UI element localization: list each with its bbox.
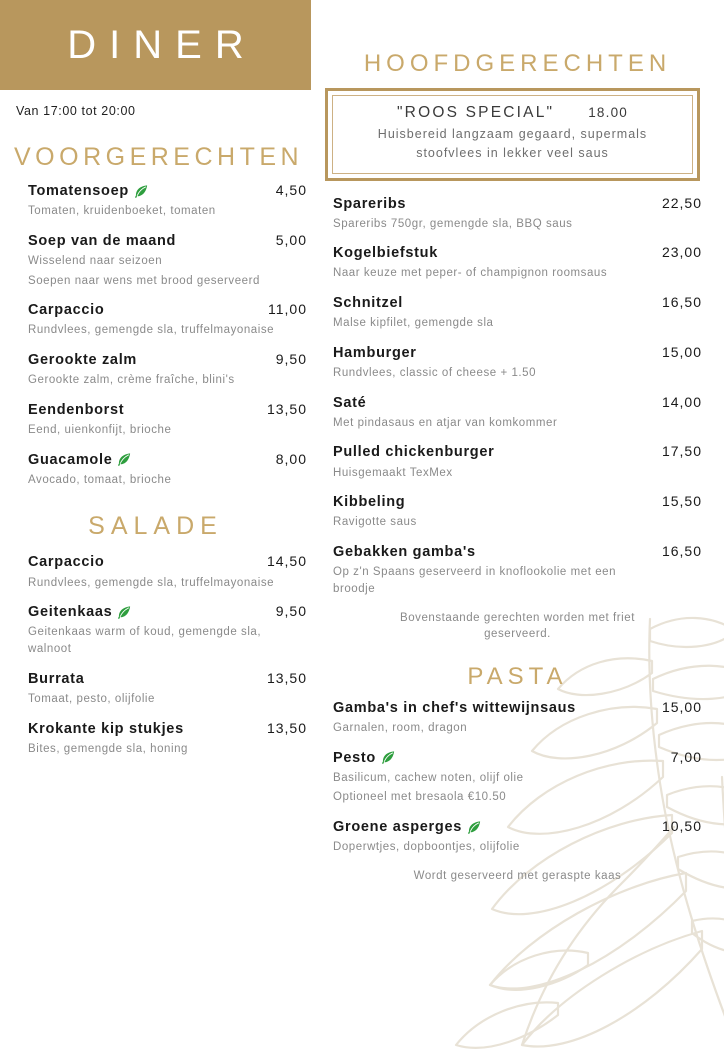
menu-item xyxy=(28,670,307,708)
pasta-footnote: Wordt geserveerd met geraspte kaas xyxy=(413,869,622,882)
item-name: Krokante kip stukjes xyxy=(28,720,184,737)
vegetarian-leaf-icon xyxy=(467,820,482,835)
item-description: Naar keuze met peper- of champignon roomsaus xyxy=(333,267,608,280)
vegetarian-leaf-icon xyxy=(381,750,396,765)
item-price: 9,50 xyxy=(275,351,307,368)
pasta-list xyxy=(325,699,710,856)
menu-item xyxy=(28,720,307,758)
item-description: Op z'n Spaans geserveerd in knoflookolie met een broodje xyxy=(333,566,617,595)
diner-banner xyxy=(0,0,311,90)
roos-special-inner xyxy=(332,95,693,174)
item-price: 13,50 xyxy=(266,719,307,736)
item-description: Avocado, tomaat, brioche xyxy=(28,473,172,486)
left-column xyxy=(0,0,311,769)
item-name: Guacamole xyxy=(28,451,113,468)
vegetarian-leaf-icon xyxy=(117,605,132,620)
menu-item xyxy=(333,749,702,806)
menu-item xyxy=(28,301,307,339)
menu-item xyxy=(28,451,307,489)
voorgerechten-list xyxy=(0,182,311,488)
banner-title: DINER xyxy=(67,23,257,67)
item-description: Tomaten, kruidenboeket, tomaten xyxy=(28,205,216,218)
opening-hours: Van 17:00 tot 20:00 xyxy=(16,104,136,118)
hoofdgerechten-footnote: Bovenstaande gerechten worden met friet geserveerd. xyxy=(400,611,635,641)
item-name: Spareribs xyxy=(333,195,407,212)
item-name: Pulled chickenburger xyxy=(333,444,495,461)
item-name: Tomatensoep xyxy=(28,183,129,199)
salade-list xyxy=(0,553,311,757)
menu-item xyxy=(333,394,702,432)
item-price: 10,50 xyxy=(661,818,702,835)
section-heading-hoofdgerechten: HOOFDGERECHTEN xyxy=(363,50,672,77)
item-description: Malse kipfilet, gemengde sla xyxy=(333,317,494,330)
roos-special-price: 18.00 xyxy=(588,105,629,120)
item-description: Huisgemaakt TexMex xyxy=(333,466,453,479)
menu-item xyxy=(333,818,702,856)
item-price: 7,00 xyxy=(670,748,702,765)
item-description: Tomaat, pesto, olijfolie xyxy=(28,692,155,705)
menu-item xyxy=(333,699,702,737)
item-price: 17,50 xyxy=(661,443,702,460)
item-name: Carpaccio xyxy=(28,554,105,571)
section-heading-pasta: PASTA xyxy=(467,662,568,690)
item-name: Saté xyxy=(333,394,367,411)
pesto-option-note: Optioneel met bresaola €10.50 xyxy=(333,791,507,804)
item-name: Gebakken gamba's xyxy=(333,544,476,561)
item-price: 9,50 xyxy=(275,603,307,620)
section-heading-voorgerechten: VOORGERECHTEN xyxy=(14,143,304,171)
item-price: 15,00 xyxy=(661,343,702,360)
item-description: Bites, gemengde sla, honing xyxy=(28,742,188,755)
item-name: Hamburger xyxy=(333,344,417,361)
item-name: Gerookte zalm xyxy=(28,352,138,369)
item-price: 8,00 xyxy=(275,450,307,467)
vegetarian-leaf-icon xyxy=(117,452,132,467)
item-price: 11,00 xyxy=(268,301,307,318)
menu-item xyxy=(333,493,702,531)
item-price: 22,50 xyxy=(661,194,702,211)
item-name: Groene asperges xyxy=(333,819,462,836)
section-heading-salade: SALADE xyxy=(88,512,223,541)
item-description: Ravigotte saus xyxy=(333,516,417,529)
menu-item xyxy=(333,294,702,332)
menu-item xyxy=(333,443,702,481)
item-price: 15,00 xyxy=(661,698,702,715)
item-name: Soep van de maand xyxy=(28,232,177,249)
menu-item xyxy=(333,244,702,282)
item-name: Geitenkaas xyxy=(28,604,113,621)
item-name: Kogelbiefstuk xyxy=(333,245,438,262)
item-price: 16,50 xyxy=(661,294,702,311)
roos-special-description: Huisbereid langzaam gegaard, supermals stoofvlees in lekker veel saus xyxy=(377,127,648,160)
menu-item xyxy=(28,182,307,220)
item-description: Doperwtjes, dopboontjes, olijfolie xyxy=(333,841,520,854)
roos-special-box xyxy=(325,88,700,181)
item-description: Spareribs 750gr, gemengde sla, BBQ saus xyxy=(333,217,573,230)
item-description: Gerookte zalm, crème fraîche, blini's xyxy=(28,374,235,387)
item-name: Burrata xyxy=(28,670,85,687)
item-name: Schnitzel xyxy=(333,295,403,312)
menu-item xyxy=(28,401,307,439)
item-description: Rundvlees, classic of cheese + 1.50 xyxy=(333,367,537,380)
item-description: Garnalen, room, dragon xyxy=(333,722,468,735)
roos-special-title: "ROOS SPECIAL" xyxy=(396,104,555,121)
item-description: Basilicum, cachew noten, olijf olie xyxy=(333,771,524,784)
item-price: 23,00 xyxy=(661,244,702,261)
vegetarian-leaf-icon xyxy=(134,184,149,199)
item-price: 4,50 xyxy=(275,182,307,198)
menu-item xyxy=(333,344,702,382)
menu-item xyxy=(28,603,307,657)
item-description: Rundvlees, gemengde sla, truffelmayonaise xyxy=(28,576,275,589)
menu-item xyxy=(333,195,702,233)
item-price: 15,50 xyxy=(661,493,702,510)
item-description: Wisselend naar seizoen xyxy=(28,254,163,267)
item-price: 14,00 xyxy=(661,393,702,410)
soup-note: Soepen naar wens met brood geserveerd xyxy=(28,274,260,287)
item-name: Gamba's in chef's wittewijnsaus xyxy=(333,699,576,716)
item-name: Carpaccio xyxy=(28,302,105,319)
item-price: 13,50 xyxy=(266,669,307,686)
item-price: 13,50 xyxy=(266,400,307,417)
item-name: Pesto xyxy=(333,749,376,766)
item-name: Eendenborst xyxy=(28,401,125,418)
item-description: Geitenkaas warm of koud, gemengde sla, walnoot xyxy=(28,626,262,656)
item-description: Rundvlees, gemengde sla, truffelmayonaise xyxy=(28,324,275,337)
hoofdgerechten-list xyxy=(325,195,710,598)
item-price: 14,50 xyxy=(266,553,307,570)
right-column xyxy=(325,0,710,885)
menu-item xyxy=(28,232,307,289)
menu-item xyxy=(333,543,702,597)
menu-item xyxy=(28,553,307,591)
item-description: Eend, uienkonfijt, brioche xyxy=(28,423,172,436)
item-price: 16,50 xyxy=(661,543,702,560)
item-price: 5,00 xyxy=(275,231,307,248)
menu-item xyxy=(28,351,307,389)
item-name: Kibbeling xyxy=(333,494,406,511)
item-description: Met pindasaus en atjar van komkommer xyxy=(333,416,558,429)
